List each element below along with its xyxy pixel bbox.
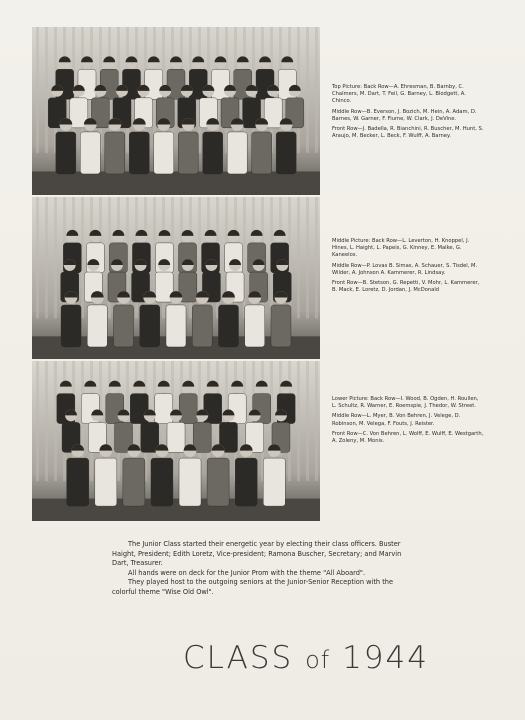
caption-top-middle-row: Middle Row—B. Everson, J. Bozich, M. Hein, A. Adam, D. Barnes, W. Garner, F. Fiume, W. Clark, J. DeVine. <box>332 108 477 122</box>
class-summary <box>112 540 412 598</box>
caption-top <box>332 84 484 143</box>
title-class: CLASS <box>183 640 294 676</box>
class-photo-lower <box>32 361 320 521</box>
caption-lower <box>332 396 484 448</box>
summary-prom: All hands were on deck for the Junior Prom with the theme "All Aboard". <box>128 568 366 577</box>
class-photo-top <box>32 27 320 195</box>
class-photo-middle-image <box>32 197 320 359</box>
summary-reception: They played host to the outgoing seniors at the Junior-Senior Reception with the colorful theme "Wise Old Owl". <box>112 578 394 596</box>
caption-lower-middle-row: Middle Row—L. Myer, B. Von Behren, J. Velege, D. Robinson, M. Velega, F. Fouts, J. Reister. <box>332 413 461 427</box>
page-title <box>183 640 429 676</box>
caption-middle-middle-row: Middle Row—P. Lovas B. Simas, A. Schauer, S. Tisdel, M. Wilder, A. Johnson A. Kammerer, R. Lindsay. <box>332 262 478 276</box>
title-of: of <box>305 646 331 674</box>
summary-officers: The Junior Class started their energetic year by electing their class officers. Buster Haight, President; Edith Loretz, Vice-president; Ramona Buscher, Secretary; and Marvin Dart, Treasurer. <box>112 540 402 568</box>
class-photo-lower-image <box>32 361 320 521</box>
class-photo-middle <box>32 197 320 359</box>
title-year: 1944 <box>342 640 429 676</box>
caption-middle-front-row: Front Row—B. Stetson, G. Repetti, V. Mohr, L. Kammerer, B. Mack, E. Loretz, D. Jordan, J. McDonald <box>332 280 480 294</box>
caption-lower-back-row: Lower Picture: Back Row—I. Wood, B. Ogden, H. Roullen, L. Schultz, R. Warner, E. Roemspie, J. Thedor, W. Street. <box>332 396 479 410</box>
caption-top-back-row: Top Picture: Back Row—A. Ehresman, B. Barnby, C. Chalmers, M. Dart, T. Feil, G. Barney, L. Blodgett, A. Chinco. <box>332 84 466 105</box>
caption-top-front-row: Front Row—J. Badella, R. Bianchini, R. Buscher, M. Hunt, S. Araujo, M. Becker, L. Beck, F. Wulff, A. Barney. <box>332 126 484 140</box>
class-photo-top-image <box>32 27 320 195</box>
caption-middle <box>332 238 484 297</box>
caption-lower-front-row: Front Row—C. Von Behren, L. Wolff, E. Wulff, E. Westgarth, A. Zoleny, M. Monis. <box>332 430 484 445</box>
caption-middle-back-row: Middle Picture: Back Row—L. Leverton, H. Knoppel, J. Hines, L. Haight, L. Papeis, G. Kinney, E. Malke, G. Kaneelos. <box>332 238 470 259</box>
